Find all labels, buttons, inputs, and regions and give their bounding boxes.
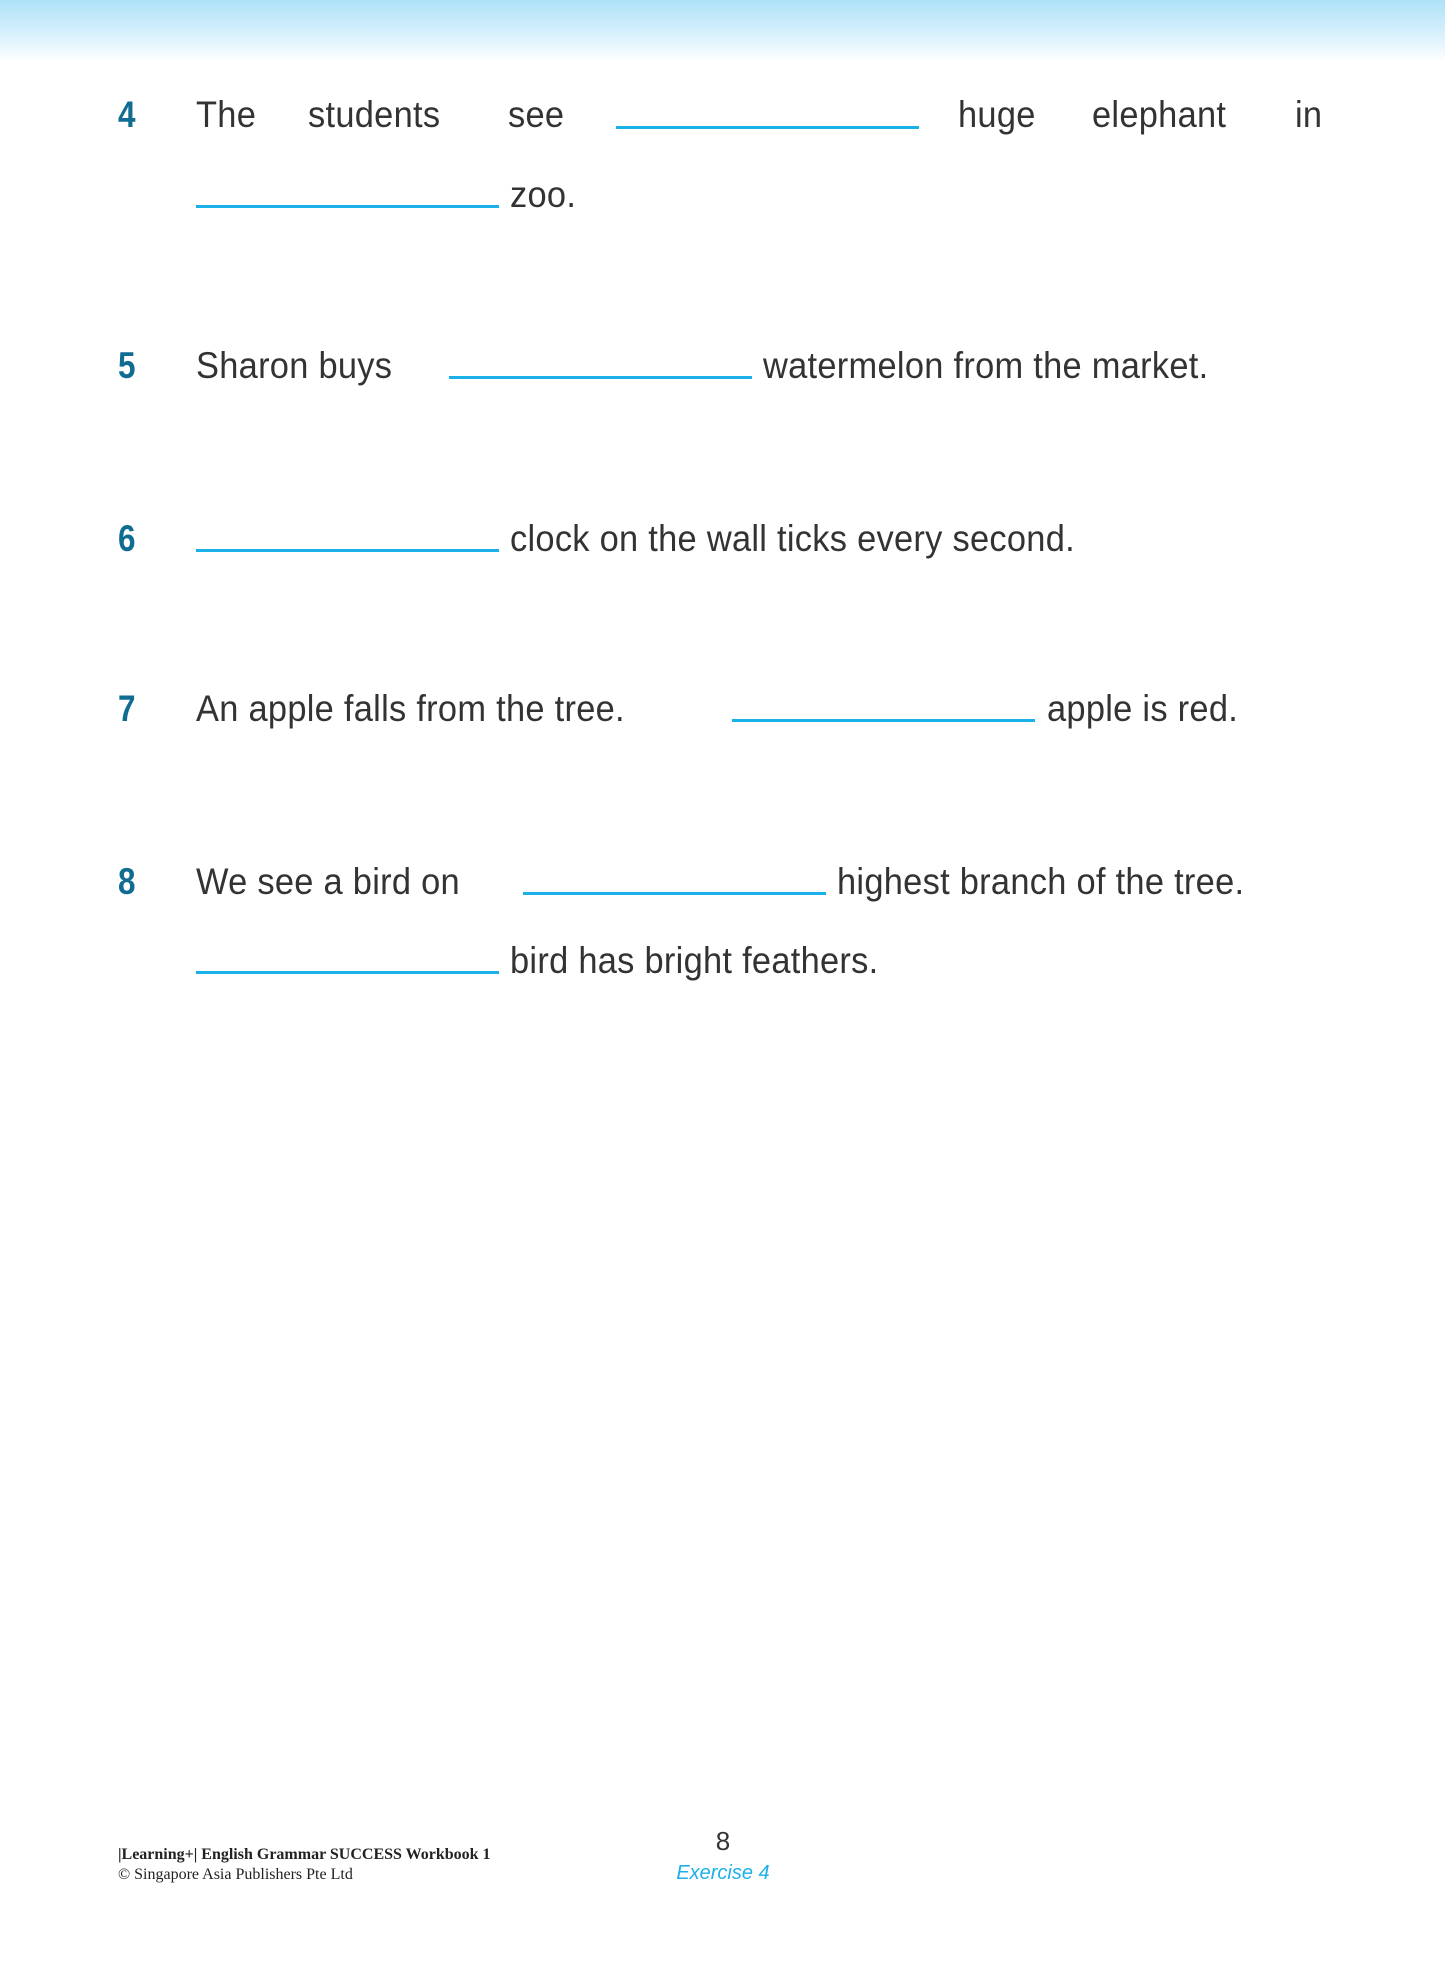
question-number: 6 [118, 518, 136, 559]
question-text: apple is red. [1047, 688, 1239, 729]
answer-blank[interactable] [196, 971, 499, 974]
question-text: highest branch of the tree. [837, 861, 1245, 902]
question-text: zoo. [510, 174, 577, 215]
question-text: We see a bird on [196, 861, 460, 902]
question-text: Sharon buys [196, 345, 393, 386]
header-gradient-band [0, 0, 1445, 62]
question-text: in [1295, 94, 1323, 135]
question-text: huge [958, 94, 1036, 135]
answer-blank[interactable] [196, 549, 499, 552]
question-number: 8 [118, 861, 136, 902]
answer-blank[interactable] [732, 719, 1035, 722]
question-text: bird has bright feathers. [510, 940, 879, 981]
book-title: |Learning+| English Grammar SUCCESS Workbook 1 [118, 1846, 491, 1863]
question-number: 5 [118, 345, 136, 386]
question-number: 4 [118, 94, 136, 135]
question-text: An apple falls from the tree. [196, 688, 625, 729]
question-text: elephant [1092, 94, 1227, 135]
question-number: 7 [118, 688, 136, 729]
page-number: 8 [715, 1826, 731, 1856]
answer-blank[interactable] [616, 126, 919, 129]
answer-blank[interactable] [196, 205, 499, 208]
exercise-label: Exercise 4 [676, 1862, 770, 1884]
question-text: students [308, 94, 441, 135]
question-text: watermelon from the market. [763, 345, 1209, 386]
footer-book-info [118, 1845, 491, 1885]
question-text: see [508, 94, 565, 135]
answer-blank[interactable] [449, 376, 752, 379]
answer-blank[interactable] [523, 892, 826, 895]
copyright: © Singapore Asia Publishers Pte Ltd [118, 1866, 353, 1883]
question-text: The [196, 94, 257, 135]
question-text: clock on the wall ticks every second. [510, 518, 1075, 559]
